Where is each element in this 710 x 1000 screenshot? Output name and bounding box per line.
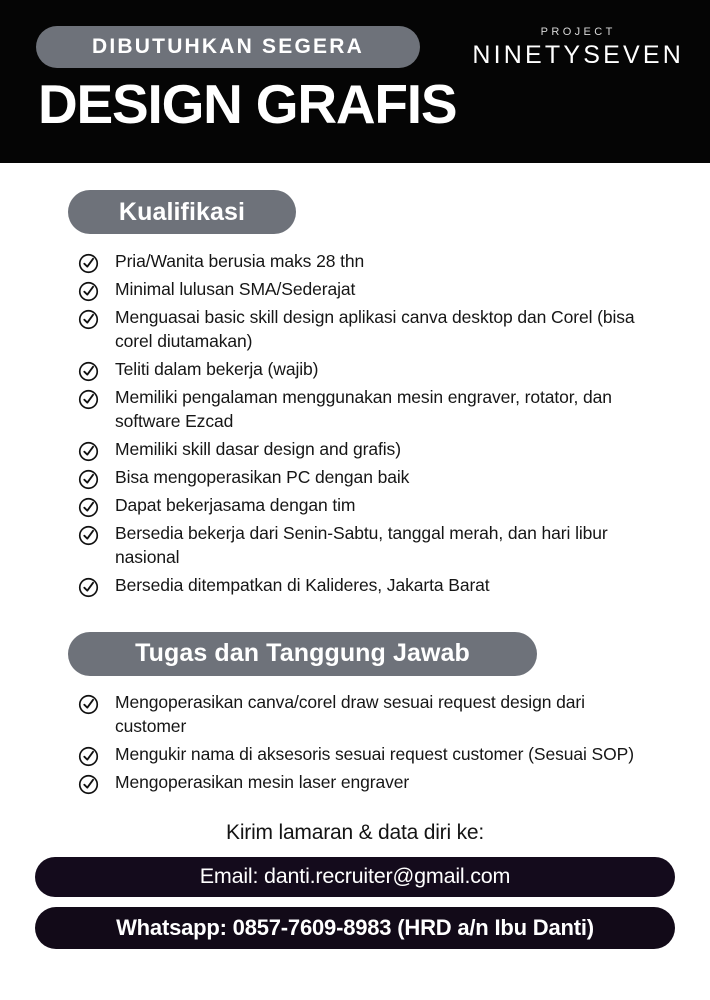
list-item (0, 574, 710, 598)
email-contact-label: Email: danti.recruiter@gmail.com (199, 864, 511, 889)
check-circle-icon (78, 694, 99, 715)
check-circle-icon (78, 361, 99, 382)
list-item-text: Bisa mengoperasikan PC dengan baik (115, 466, 410, 487)
list-item-text: Menguasai basic skill design aplikasi canva desktop dan Corel (bisa corel diutamakan) (115, 307, 635, 351)
list-item-text: Pria/Wanita berusia maks 28 thn (115, 251, 365, 271)
check-circle-icon (78, 577, 99, 598)
list-item-text: Minimal lulusan SMA/Sederajat (115, 279, 356, 299)
list-item (0, 691, 710, 739)
list-item (0, 278, 710, 302)
check-circle-icon (78, 469, 99, 490)
check-circle-icon (78, 253, 99, 274)
urgency-badge (36, 26, 420, 68)
check-circle-icon (78, 441, 99, 462)
company-logo (472, 26, 684, 70)
poster-header (0, 0, 710, 163)
poster-body (0, 163, 710, 949)
urgency-badge-label: DIBUTUHKAN SEGERA (92, 35, 364, 58)
check-circle-icon (78, 281, 99, 302)
list-item-text: Bersedia ditempatkan di Kalideres, Jakarta Barat (115, 574, 490, 595)
logo-main-label: NINETYSEVEN (472, 41, 684, 69)
list-item (0, 438, 710, 462)
check-circle-icon (78, 389, 99, 410)
check-circle-icon (78, 309, 99, 330)
list-item (0, 386, 710, 434)
list-item (0, 306, 710, 354)
list-item-text: Bersedia bekerja dari Senin-Sabtu, tanggal merah, dan hari libur nasional (115, 522, 608, 567)
list-item (0, 358, 710, 382)
contact-section (0, 821, 710, 949)
check-circle-icon (78, 525, 99, 546)
list-item (0, 466, 710, 490)
section-heading-responsibilities-label: Tugas dan Tanggung Jawab (135, 639, 470, 668)
list-item (0, 743, 710, 767)
responsibilities-list (0, 691, 710, 795)
logo-top-label: PROJECT (540, 26, 616, 38)
list-item (0, 522, 710, 570)
check-circle-icon (78, 774, 99, 795)
list-item-text: Teliti dalam bekerja (wajib) (115, 358, 319, 379)
list-item-text: Mengukir nama di aksesoris sesuai request customer (Sesuai SOP) (115, 743, 634, 764)
qualifications-list (0, 250, 710, 598)
whatsapp-contact-label: Whatsapp: 0857-7609-8983 (HRD a/n Ibu Danti) (116, 914, 594, 940)
section-heading-qualifications (68, 190, 296, 234)
check-circle-icon (78, 497, 99, 518)
list-item-text: Dapat bekerjasama dengan tim (115, 494, 356, 515)
list-item-text: Mengoperasikan mesin laser engraver (115, 771, 410, 792)
list-item (0, 771, 710, 795)
list-item-text: Memiliki skill dasar design and grafis) (115, 438, 401, 459)
check-circle-icon (78, 746, 99, 767)
list-item (0, 250, 710, 274)
section-heading-responsibilities (68, 632, 537, 676)
list-item-text: Memiliki pengalaman menggunakan mesin engraver, rotator, dan software Ezcad (115, 386, 612, 431)
whatsapp-contact-bar[interactable] (35, 907, 675, 949)
list-item (0, 494, 710, 518)
section-heading-qualifications-label: Kualifikasi (118, 197, 246, 226)
email-contact-bar[interactable] (35, 857, 675, 897)
list-item-text: Mengoperasikan canva/corel draw sesuai request design dari customer (115, 691, 585, 736)
contact-lead-text: Kirim lamaran & data diri ke: (226, 820, 484, 844)
page-title: DESIGN GRAFIS (38, 73, 457, 135)
